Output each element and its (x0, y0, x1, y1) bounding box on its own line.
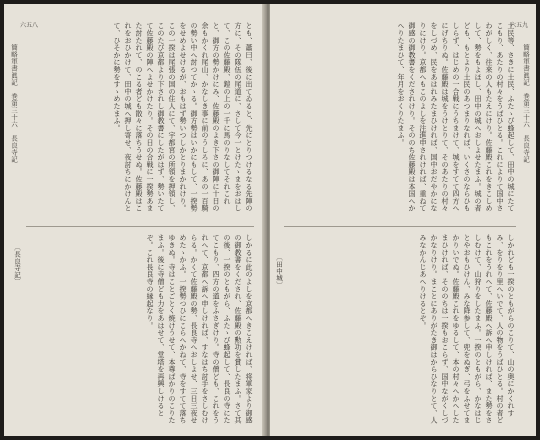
right-upper-text: 土民等、さきに土民、ふたゝび蜂起して、田中の城にたてこもり、あたりの村々をうばひとる。これによりて国中さわがしく、往来の人もたえにけり。佐藤殿これをきこしめして、勢をもよほし、田中の城へおしよせたまふ。城の者ども、もとより土民のあつまりなれば、いくさのならひもしらず、はじめの一合戦にうちまけて、城をすてて四方へにげちりぬ。佐藤殿は城をうけとりて、そのあたりの村々をしづめ、民をあはれみたまひければ、国中おだやかになりにけり。京都へもこのよしを注進申されければ、重ねて御感の御教書をくだされけり。そののち佐藤殿は本国へかへりたまひて、年月をおくりたまふ。 (397, 22, 515, 212)
right-section-divider (284, 226, 516, 227)
left-page-number: 六五八 (20, 22, 39, 29)
left-section-divider (26, 226, 254, 227)
left-page-header: 簡略軍書眞記 巻第三十六 長良寺記 (10, 44, 18, 163)
left-lower-text: しかるに此のよしを京都へきこえければ、将軍家より御感の御教書をくだされ、佐藤殿の勲功を賞したまふ。さて其の後、一揆のともがら、ふたゝび蜂起して、長良の寺にたてこもり、四方の道をふさぎけり。寺の僧ども、これをうれへて、京都へ訴へ申しければ、すなはち討手をさしむけらる。かくて佐藤殿の勢、長良寺へおしよせ、三日三夜せめたゝかふ。一揆勢つひにこらへかねて、寺をすてて落ちゆきぬ。寺はことごとく焼けうせて、本尊ばかりのこりたまふ。後に寺僧ども力をあはせて、堂塔を再興しけるとぞ。これ長良寺の縁起なり。 (146, 234, 253, 424)
right-page-header: 簡略軍書眞記 巻第三十六 長良寺記 (522, 44, 530, 163)
right-margin-label: 〔田中城〕 (275, 254, 283, 288)
left-page (4, 4, 266, 436)
right-page (270, 4, 536, 436)
right-lower-text: しかれども一揆のともがらのこりて、山の奥にかくれすみ、をりをり里へいでて、人の物をうばひとる。村の者どもこれをうれへて、佐藤殿へ訴へ申しければ、また勢をさしむけて、山狩りをしたまふ。一揆のともがら、かなはじとやおもひけん、みな降参して、兜をぬぎ、弓をふせてまかりいでぬ。佐藤殿これをゆるして、本の村々へかへしたまひければ、そののちは一揆もおこらず、国中ながくしづかなりけり。まことにありがたき御はからひなりとて、人みなかんじあへりけるとぞ。 (419, 234, 515, 424)
left-margin-label: 〔長良寺記〕 (13, 244, 21, 285)
left-upper-text: とも、蕭曰、後に出てゐると、先にとりつけるなる先陣の方に、その隊伍の尾道に、さして今一とけたゝまをおはして、この佐藤殿、鎧の上の一千に馬のりなしてそれこれと、御方の勢かけにみ、佐藤殿のよき下さの御陣に十日の余もかくれ尾山、かなしき事に前のうしろに、あの一百騎の勢い中へ討つてかゝる。御方勢はいかにもして、一揆勢をせめよせけるが、おもはず勢いつしかとりまかれけり。この一揆は尾張の国の住人にて、宇都宮の所領を押領し、このたび京都より下されし御教書にしたがはず、勢いたてて佐藤殿の陣へよせかけたり。その日の合戦に一揆勢あまた討たれて、のこる者ども散々に落ちうせぬ。佐藤殿はこれをおひかけて、田中の城へ押し寄せ、夜討ちにかけんとて、ひそかに勢をすゝめたまふ。 (113, 22, 253, 212)
right-page-number: 六五九 (510, 22, 529, 29)
